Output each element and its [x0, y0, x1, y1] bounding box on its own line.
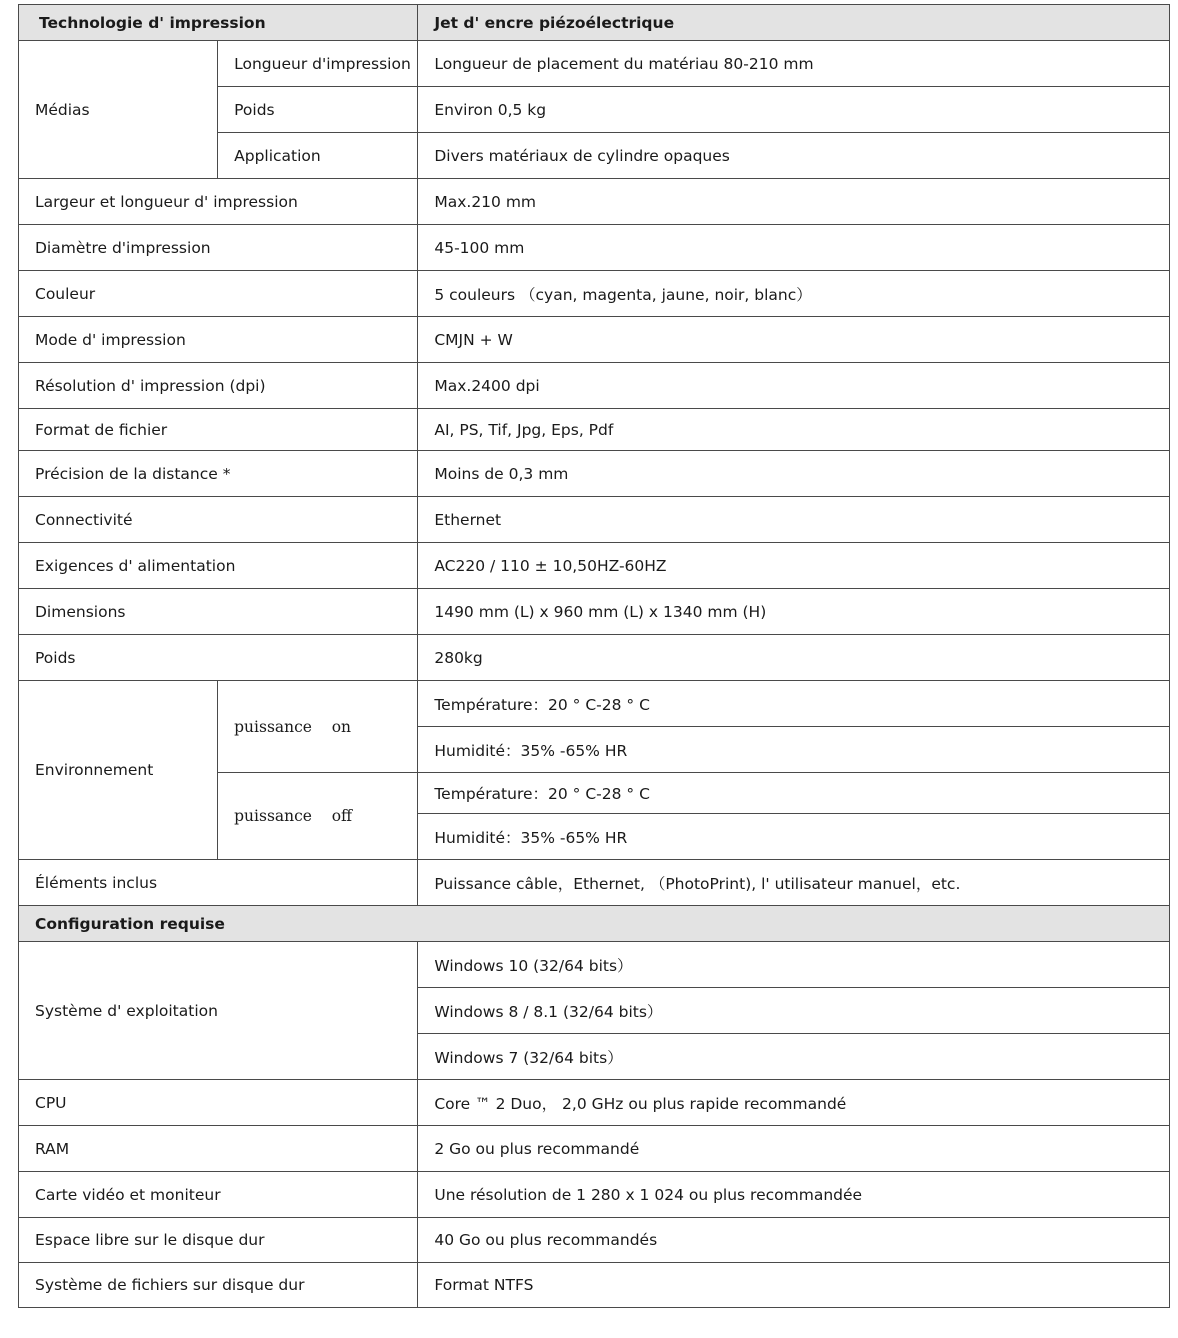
- spec-value: Max.210 mm: [418, 179, 1170, 225]
- spec-label: Couleur: [19, 271, 418, 317]
- spec-value: 280kg: [418, 635, 1170, 681]
- table-row: [19, 1263, 1170, 1308]
- spec-label: Diamètre d'impression: [19, 225, 418, 271]
- os-value: Windows 7 (32/64 bits）: [418, 1034, 1170, 1080]
- medias-sub-label: Longueur d'impression: [218, 41, 418, 87]
- temperature-value: Température：20 ° C-28 ° C: [418, 773, 1170, 814]
- spec-label: Carte vidéo et moniteur: [19, 1172, 418, 1218]
- spec-label: Résolution d' impression (dpi): [19, 363, 418, 409]
- spec-value: Une résolution de 1 280 x 1 024 ou plus recommandée: [418, 1172, 1170, 1218]
- spec-value: Format NTFS: [418, 1263, 1170, 1308]
- medias-sub-label: Poids: [218, 87, 418, 133]
- medias-value: Environ 0,5 kg: [418, 87, 1170, 133]
- table-row: [19, 1080, 1170, 1126]
- spec-table: [18, 4, 1170, 1308]
- spec-value: Moins de 0,3 mm: [418, 451, 1170, 497]
- spec-label: Mode d' impression: [19, 317, 418, 363]
- os-label: Système d' exploitation: [19, 942, 418, 1080]
- table-row: [19, 225, 1170, 271]
- spec-label: Largeur et longueur d' impression: [19, 179, 418, 225]
- spec-value: AC220 / 110 ± 10,50HZ-60HZ: [418, 543, 1170, 589]
- spec-value: 40 Go ou plus recommandés: [418, 1218, 1170, 1263]
- medias-sub-label: Application: [218, 133, 418, 179]
- power-on-label: puissance on: [218, 681, 418, 773]
- table-row: [19, 1172, 1170, 1218]
- spec-label: Connectivité: [19, 497, 418, 543]
- included-value: Puissance câble，Ethernet, （PhotoPrint), l' utilisateur manuel，etc.: [418, 860, 1170, 906]
- spec-label: Poids: [19, 635, 418, 681]
- temperature-value: Température：20 ° C-28 ° C: [418, 681, 1170, 727]
- medias-label: Médias: [19, 41, 218, 179]
- table-row: [19, 451, 1170, 497]
- environment-label: Environnement: [19, 681, 218, 860]
- table-row: [19, 1126, 1170, 1172]
- table-row: [19, 363, 1170, 409]
- table-row: [19, 589, 1170, 635]
- spec-value: 1490 mm (L) x 960 mm (L) x 1340 mm (H): [418, 589, 1170, 635]
- spec-value: AI, PS, Tif, Jpg, Eps, Pdf: [418, 409, 1170, 451]
- header-left: Technologie d' impression: [19, 5, 418, 41]
- spec-label: Dimensions: [19, 589, 418, 635]
- table-row: [19, 1218, 1170, 1263]
- table-row: [19, 942, 1170, 988]
- table-row: [19, 179, 1170, 225]
- table-row: [19, 681, 1170, 727]
- spec-label: Format de fichier: [19, 409, 418, 451]
- spec-value: 5 couleurs （cyan, magenta, jaune, noir, blanc）: [418, 271, 1170, 317]
- table-row: [19, 317, 1170, 363]
- medias-value: Longueur de placement du matériau 80-210 mm: [418, 41, 1170, 87]
- table-row: [19, 409, 1170, 451]
- spec-value: CMJN + W: [418, 317, 1170, 363]
- header-row: [19, 5, 1170, 41]
- table-row: [19, 635, 1170, 681]
- spec-label: Précision de la distance *: [19, 451, 418, 497]
- spec-value: Core ™ 2 Duo， 2,0 GHz ou plus rapide recommandé: [418, 1080, 1170, 1126]
- header-right: Jet d' encre piézoélectrique: [418, 5, 1170, 41]
- table-row: [19, 543, 1170, 589]
- power-off-label: puissance off: [218, 773, 418, 860]
- table-row: [19, 41, 1170, 87]
- spec-value: 45-100 mm: [418, 225, 1170, 271]
- spec-label: Système de fichiers sur disque dur: [19, 1263, 418, 1308]
- spec-label: CPU: [19, 1080, 418, 1126]
- medias-value: Divers matériaux de cylindre opaques: [418, 133, 1170, 179]
- spec-label: RAM: [19, 1126, 418, 1172]
- humidity-value: Humidité：35% -65% HR: [418, 814, 1170, 860]
- config-title: Configuration requise: [19, 906, 1170, 942]
- table-row: [19, 271, 1170, 317]
- section-header-row: [19, 906, 1170, 942]
- included-label: Éléments inclus: [19, 860, 418, 906]
- spec-label: Exigences d' alimentation: [19, 543, 418, 589]
- spec-value: 2 Go ou plus recommandé: [418, 1126, 1170, 1172]
- spec-label: Espace libre sur le disque dur: [19, 1218, 418, 1263]
- spec-value: Max.2400 dpi: [418, 363, 1170, 409]
- table-row: [19, 497, 1170, 543]
- os-value: Windows 10 (32/64 bits）: [418, 942, 1170, 988]
- spec-value: Ethernet: [418, 497, 1170, 543]
- humidity-value: Humidité：35% -65% HR: [418, 727, 1170, 773]
- table-row: [19, 860, 1170, 906]
- os-value: Windows 8 / 8.1 (32/64 bits）: [418, 988, 1170, 1034]
